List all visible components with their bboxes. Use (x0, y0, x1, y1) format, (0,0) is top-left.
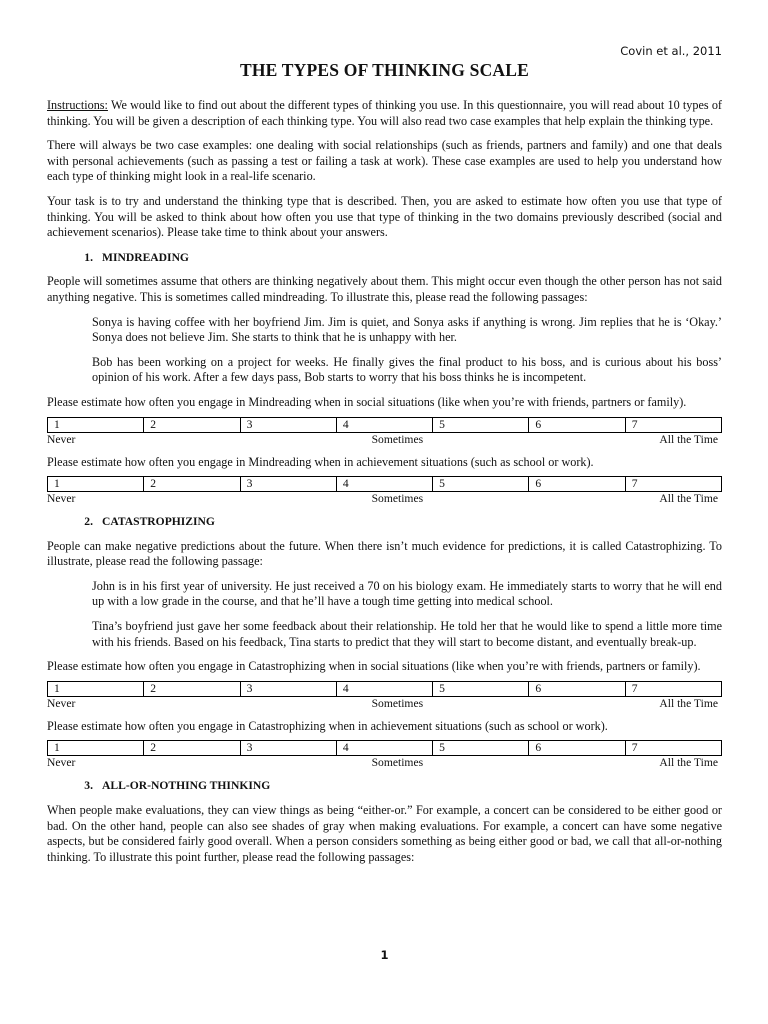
question-social: Please estimate how often you engage in Catastrophizing when in social situations (like when you’re with friends, partners or family). (47, 659, 701, 674)
rating-option-5[interactable]: 5 (433, 681, 529, 696)
scale-anchors (47, 492, 722, 505)
section-title: CATASTROPHIZING (102, 515, 215, 529)
section-number: 3. (84, 779, 93, 793)
page-title: THE TYPES OF THINKING SCALE (239, 60, 530, 80)
rating-option-1[interactable]: 1 (48, 741, 144, 756)
section-intro: People can make negative predictions about the future. When there isn’t much evidence for predictions, it is called Catastrophizing. To illustrate, please read the following passage: (47, 538, 722, 569)
section-title: ALL-OR-NOTHING THINKING (102, 779, 271, 793)
section-number: 1. (84, 250, 93, 264)
rating-option-1[interactable]: 1 (48, 681, 144, 696)
rating-option-1[interactable]: 1 (48, 417, 144, 432)
question-social: Please estimate how often you engage in Mindreading when in social situations (like when you’re with friends, partners or family). (47, 394, 687, 409)
case-examples-paragraph: There will always be two case examples: one dealing with social relationships (such as friends, partners and family) and one that deals with personal achievements (such as passing a test or failing a task at work). These case examples are used to help you understand how each type of thinking might look in a real-life scenario. (47, 138, 722, 184)
rating-option-5[interactable]: 5 (433, 741, 529, 756)
rating-option-3[interactable]: 3 (240, 741, 336, 756)
question-achievement: Please estimate how often you engage in Mindreading when in achievement situations (such as school or work). (47, 454, 594, 469)
section-heading-all-or-nothing (47, 778, 722, 794)
rating-option-5[interactable]: 5 (433, 417, 529, 432)
rating-option-7[interactable]: 7 (625, 741, 721, 756)
rating-option-4[interactable]: 4 (336, 417, 432, 432)
anchor-mid: Sometimes (371, 492, 424, 506)
rating-option-4[interactable]: 4 (336, 741, 432, 756)
anchor-high: All the Time (659, 756, 718, 770)
rating-scale-catastrophizing-social (47, 681, 722, 697)
rating-option-2[interactable]: 2 (144, 417, 240, 432)
example-social: Sonya is having coffee with her boyfriend Jim. Jim is quiet, and Sonya asks if anything is wrong. Jim replies that he is ‘Okay.’ Sonya does not believe Jim. She starts to think that he is unhappy with her. (92, 314, 722, 345)
section-heading-mindreading (47, 250, 722, 266)
anchor-high: All the Time (659, 492, 718, 506)
instructions-label: Instructions: (47, 98, 108, 112)
rating-option-6[interactable]: 6 (529, 417, 625, 432)
section-heading-catastrophizing (47, 514, 722, 530)
anchor-low: Never (47, 492, 76, 506)
anchor-high: All the Time (659, 696, 718, 710)
scale-anchors (47, 756, 722, 769)
anchor-mid: Sometimes (371, 432, 424, 446)
question-achievement: Please estimate how often you engage in Catastrophizing when in achievement situations (such as school or work). (47, 718, 608, 733)
document-body (47, 98, 722, 874)
anchor-mid: Sometimes (371, 756, 424, 770)
anchor-mid: Sometimes (371, 696, 424, 710)
rating-option-5[interactable]: 5 (433, 477, 529, 492)
section-title: MINDREADING (102, 250, 189, 264)
task-paragraph: Your task is to try and understand the thinking type that is described. Then, you are asked to estimate how often you use that type of thinking. You will be asked to think about how often you use that type of thinking in the two domains previously described (social and achievement scenarios). Please take time to think about your answers. (47, 193, 722, 240)
scale-anchors (47, 433, 722, 446)
page-number: 1 (380, 948, 389, 962)
rating-option-2[interactable]: 2 (144, 477, 240, 492)
section-number: 2. (84, 515, 93, 529)
rating-scale-catastrophizing-achievement (47, 740, 722, 756)
rating-option-3[interactable]: 3 (240, 417, 336, 432)
rating-option-4[interactable]: 4 (336, 477, 432, 492)
anchor-high: All the Time (659, 432, 718, 446)
rating-option-6[interactable]: 6 (529, 681, 625, 696)
rating-option-4[interactable]: 4 (336, 681, 432, 696)
rating-option-1[interactable]: 1 (48, 477, 144, 492)
section-intro: When people make evaluations, they can view things as being “either-or.” For example, a concert can be considered to be either good or bad. On the other hand, people can also see shades of gray when making evaluations. For example, a concert can have some negative aspects, but be considered fairly good overall. When a person considers something as being either good or bad, we call that all-or-nothing thinking. To illustrate this point further, please read the following passages: (47, 803, 722, 864)
example-achievement: Bob has been working on a project for weeks. He finally gives the final product to his boss, and is curious about his boss’ opinion of his work. After a few days pass, Bob starts to worry that his boss thinks he is incompetent. (92, 354, 722, 385)
instructions-paragraph (47, 98, 722, 129)
rating-option-6[interactable]: 6 (529, 477, 625, 492)
rating-scale-mindreading-achievement (47, 476, 722, 492)
anchor-low: Never (47, 756, 76, 770)
example-achievement: John is in his first year of university. He just received a 70 on his biology exam. He immediately starts to worry that he will end up with a low grade in the course, and that he’ll have a tough time getting into medical school. (92, 578, 722, 609)
rating-option-6[interactable]: 6 (529, 741, 625, 756)
rating-scale-mindreading-social (47, 417, 722, 433)
anchor-low: Never (47, 696, 76, 710)
example-social: Tina’s boyfriend just gave her some feedback about their relationship. He told her that he would like to spend a little more time with his friends. Based on his feedback, Tina starts to predict that they will start to become distant, and eventually break-up. (92, 619, 722, 649)
anchor-low: Never (47, 432, 76, 446)
rating-option-7[interactable]: 7 (625, 681, 721, 696)
scale-anchors (47, 697, 722, 710)
rating-option-7[interactable]: 7 (625, 417, 721, 432)
rating-option-2[interactable]: 2 (144, 741, 240, 756)
rating-option-3[interactable]: 3 (240, 477, 336, 492)
citation: Covin et al., 2011 (620, 44, 722, 58)
instructions-text: We would like to find out about the different types of thinking you use. In this questionnaire, you will read about 10 types of thinking. You will be given a description of each thinking type. You will also read two case examples that help explain the thinking type. (47, 98, 722, 128)
rating-option-2[interactable]: 2 (144, 681, 240, 696)
section-intro: People will sometimes assume that others are thinking negatively about them. This might occur even though the other person has not said anything negative. This is sometimes called mindreading. To illustrate this, please read the following passages: (47, 274, 722, 304)
rating-option-3[interactable]: 3 (240, 681, 336, 696)
rating-option-7[interactable]: 7 (625, 477, 721, 492)
